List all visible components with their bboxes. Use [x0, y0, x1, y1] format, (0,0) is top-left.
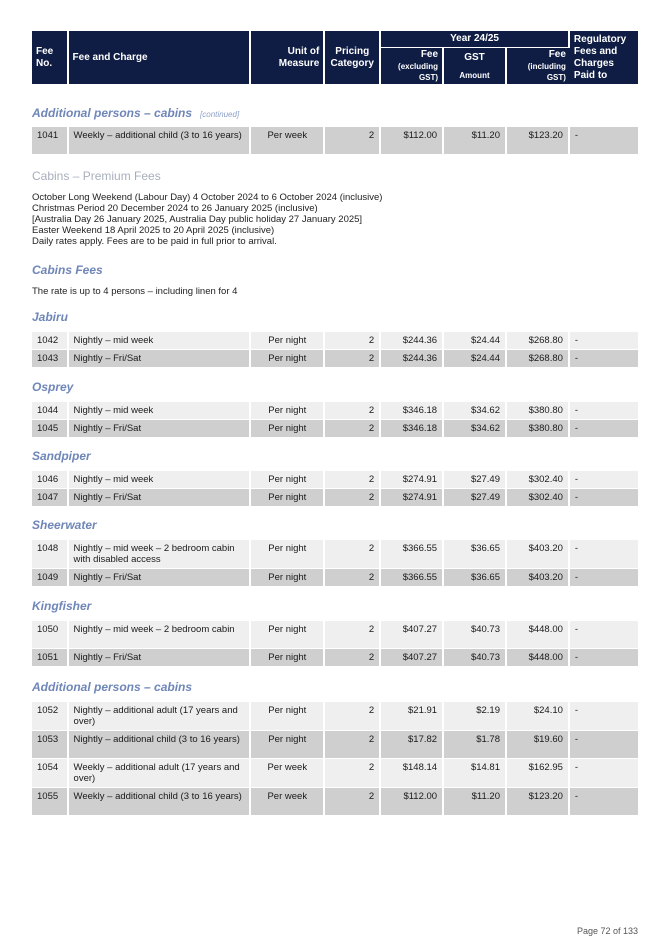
fee-description: Weekly – additional child (3 to 16 years): [69, 788, 252, 816]
header-fee-incl: [507, 48, 570, 84]
gst-amount: $11.20: [444, 127, 507, 155]
unit-of-measure: Per night: [251, 471, 325, 489]
fee-no: 1054: [32, 759, 69, 788]
pricing-category: 2: [325, 332, 381, 350]
premium-fees-text: [32, 192, 382, 247]
header-gst-label: GST: [464, 51, 485, 63]
fee-no: 1044: [32, 402, 69, 420]
header-year: Year 24/25: [381, 31, 570, 48]
regulatory-paid-to: -: [570, 350, 638, 368]
regulatory-paid-to: -: [570, 332, 638, 350]
unit-of-measure: Per night: [251, 569, 325, 587]
regulatory-paid-to: -: [570, 127, 638, 155]
fee-incl-gst: $448.00: [507, 649, 570, 667]
unit-of-measure: Per night: [251, 489, 325, 507]
table-additional-persons: [32, 702, 638, 816]
fee-incl-gst: $123.20: [507, 127, 570, 155]
table-kingfisher: [32, 621, 638, 667]
fee-excl-gst: $112.00: [381, 127, 444, 155]
fee-incl-gst: $302.40: [507, 471, 570, 489]
fee-excl-gst: $148.14: [381, 759, 444, 788]
pricing-category: 2: [325, 569, 381, 587]
continued-note: [continued]: [200, 110, 240, 119]
fee-incl-gst: $403.20: [507, 540, 570, 569]
section-kingfisher: Kingfisher: [32, 599, 92, 613]
pricing-category: 2: [325, 621, 381, 649]
header-fee-incl-sub: (including GST): [527, 62, 566, 82]
regulatory-paid-to: -: [570, 649, 638, 667]
header-gst-sub: Amount: [459, 70, 490, 80]
table-sheerwater: [32, 540, 638, 587]
fee-no: 1048: [32, 540, 69, 569]
header-pricing-category: Pricing Category: [325, 31, 381, 84]
header-gst: [444, 48, 507, 84]
regulatory-paid-to: -: [570, 402, 638, 420]
fee-excl-gst: $346.18: [381, 402, 444, 420]
fee-no: 1049: [32, 569, 69, 587]
page-number: Page 72 of 133: [576, 926, 638, 936]
section-sheerwater: Sheerwater: [32, 518, 97, 532]
pricing-category: 2: [325, 649, 381, 667]
fee-excl-gst: $366.55: [381, 540, 444, 569]
table-row: [32, 402, 638, 420]
fee-table-header: [32, 31, 638, 84]
fee-excl-gst: $407.27: [381, 649, 444, 667]
unit-of-measure: Per night: [251, 621, 325, 649]
fee-excl-gst: $244.36: [381, 350, 444, 368]
pricing-category: 2: [325, 420, 381, 438]
header-fee-excl: [381, 48, 444, 84]
fee-incl-gst: $268.80: [507, 332, 570, 350]
table-row: [32, 731, 638, 759]
gst-amount: $11.20: [444, 788, 507, 816]
regulatory-paid-to: -: [570, 540, 638, 569]
gst-amount: $36.65: [444, 540, 507, 569]
regulatory-paid-to: -: [570, 621, 638, 649]
section-jabiru: Jabiru: [32, 310, 69, 324]
gst-amount: $40.73: [444, 621, 507, 649]
gst-amount: $24.44: [444, 332, 507, 350]
table-row: [32, 489, 638, 507]
gst-amount: $27.49: [444, 471, 507, 489]
fee-no: 1045: [32, 420, 69, 438]
table-row: [32, 350, 638, 368]
gst-amount: $24.44: [444, 350, 507, 368]
table-row: [32, 649, 638, 667]
regulatory-paid-to: -: [570, 420, 638, 438]
gst-amount: $14.81: [444, 759, 507, 788]
fee-description: Nightly – mid week – 2 bedroom cabin with disabled access: [69, 540, 252, 569]
fee-description: Weekly – additional child (3 to 16 years): [69, 127, 252, 155]
fee-incl-gst: $162.95: [507, 759, 570, 788]
fee-incl-gst: $403.20: [507, 569, 570, 587]
unit-of-measure: Per night: [251, 649, 325, 667]
table-row: [32, 332, 638, 350]
unit-of-measure: Per night: [251, 420, 325, 438]
fee-incl-gst: $268.80: [507, 350, 570, 368]
fee-excl-gst: $112.00: [381, 788, 444, 816]
fee-description: Nightly – mid week – 2 bedroom cabin: [69, 621, 252, 649]
section-additional-persons: Additional persons – cabins: [32, 680, 193, 694]
gst-amount: $34.62: [444, 420, 507, 438]
section-sandpiper: Sandpiper: [32, 449, 91, 463]
premium-line: Christmas Period 20 December 2024 to 26 January 2025 (inclusive): [32, 203, 318, 214]
fee-no: 1043: [32, 350, 69, 368]
fee-incl-gst: $380.80: [507, 420, 570, 438]
pricing-category: 2: [325, 489, 381, 507]
regulatory-paid-to: -: [570, 471, 638, 489]
fee-excl-gst: $346.18: [381, 420, 444, 438]
unit-of-measure: Per week: [251, 759, 325, 788]
pricing-category: 2: [325, 731, 381, 759]
table-row: [32, 540, 638, 569]
gst-amount: $36.65: [444, 569, 507, 587]
pricing-category: 2: [325, 402, 381, 420]
table-row: [32, 621, 638, 649]
fee-excl-gst: $244.36: [381, 332, 444, 350]
unit-of-measure: Per night: [251, 731, 325, 759]
fee-incl-gst: $19.60: [507, 731, 570, 759]
fee-excl-gst: $366.55: [381, 569, 444, 587]
fee-description: Nightly – mid week: [69, 402, 252, 420]
header-fee-excl-label: Fee: [420, 49, 439, 60]
gst-amount: $1.78: [444, 731, 507, 759]
regulatory-paid-to: -: [570, 759, 638, 788]
fee-excl-gst: $21.91: [381, 702, 444, 731]
regulatory-paid-to: -: [570, 489, 638, 507]
fee-incl-gst: $24.10: [507, 702, 570, 731]
header-fee-no: Fee No.: [32, 31, 69, 84]
table-row: [32, 569, 638, 587]
table-row: [32, 471, 638, 489]
header-fee-incl-label: Fee: [548, 49, 566, 60]
unit-of-measure: Per week: [251, 127, 325, 155]
fee-no: 1055: [32, 788, 69, 816]
premium-line: [Australia Day 26 January 2025, Australia Day public holiday 27 January 2025]: [32, 214, 363, 225]
fee-no: 1053: [32, 731, 69, 759]
pricing-category: 2: [325, 759, 381, 788]
regulatory-paid-to: -: [570, 702, 638, 731]
fee-description: Nightly – additional adult (17 years and over): [69, 702, 252, 731]
section-additional-continued: [32, 106, 239, 120]
fee-no: 1046: [32, 471, 69, 489]
table-osprey: [32, 402, 638, 438]
fee-description: Nightly – mid week: [69, 471, 252, 489]
gst-amount: $2.19: [444, 702, 507, 731]
fee-incl-gst: $123.20: [507, 788, 570, 816]
fee-no: 1052: [32, 702, 69, 731]
premium-line: Easter Weekend 18 April 2025 to 20 April 2025 (inclusive): [32, 225, 275, 236]
unit-of-measure: Per night: [251, 332, 325, 350]
section-premium-fees: Cabins – Premium Fees: [32, 169, 161, 183]
pricing-category: 2: [325, 471, 381, 489]
regulatory-paid-to: -: [570, 788, 638, 816]
table-row: [32, 759, 638, 788]
premium-line: Daily rates apply. Fees are to be paid in full prior to arrival.: [32, 236, 277, 247]
fee-no: 1042: [32, 332, 69, 350]
table-row: [32, 420, 638, 438]
section-cabins-fees: Cabins Fees: [32, 263, 103, 277]
fee-incl-gst: $380.80: [507, 402, 570, 420]
regulatory-paid-to: -: [570, 569, 638, 587]
fee-description: Nightly – Fri/Sat: [69, 569, 252, 587]
pricing-category: 2: [325, 350, 381, 368]
fee-no: 1047: [32, 489, 69, 507]
unit-of-measure: Per night: [251, 540, 325, 569]
pricing-category: 2: [325, 788, 381, 816]
table-additional-continued: [32, 127, 638, 155]
table-sandpiper: [32, 471, 638, 507]
fee-description: Weekly – additional adult (17 years and over): [69, 759, 252, 788]
fee-no: 1041: [32, 127, 69, 155]
unit-of-measure: Per night: [251, 350, 325, 368]
fee-excl-gst: $274.91: [381, 471, 444, 489]
fee-incl-gst: $302.40: [507, 489, 570, 507]
pricing-category: 2: [325, 702, 381, 731]
fee-description: Nightly – Fri/Sat: [69, 350, 252, 368]
premium-line: October Long Weekend (Labour Day) 4 October 2024 to 6 October 2024 (inclusive): [32, 192, 383, 203]
fee-description: Nightly – Fri/Sat: [69, 489, 252, 507]
cabins-fees-text: The rate is up to 4 persons – including linen for 4: [32, 286, 238, 297]
fee-description: Nightly – mid week: [69, 332, 252, 350]
header-fee-excl-sub: (excluding GST): [398, 62, 439, 82]
section-additional-continued-title: Additional persons – cabins: [32, 106, 193, 120]
fee-excl-gst: $17.82: [381, 731, 444, 759]
gst-amount: $40.73: [444, 649, 507, 667]
table-row: [32, 702, 638, 731]
table-jabiru: [32, 332, 638, 368]
header-unit-of-measure: Unit of Measure: [251, 31, 325, 84]
fee-description: Nightly – additional child (3 to 16 years): [69, 731, 252, 759]
fee-excl-gst: $274.91: [381, 489, 444, 507]
unit-of-measure: Per week: [251, 788, 325, 816]
header-fee-and-charge: Fee and Charge: [69, 31, 252, 84]
fee-description: Nightly – Fri/Sat: [69, 420, 252, 438]
fee-excl-gst: $407.27: [381, 621, 444, 649]
fee-incl-gst: $448.00: [507, 621, 570, 649]
table-row: [32, 127, 638, 155]
gst-amount: $27.49: [444, 489, 507, 507]
unit-of-measure: Per night: [251, 702, 325, 731]
unit-of-measure: Per night: [251, 402, 325, 420]
fee-no: 1051: [32, 649, 69, 667]
fee-description: Nightly – Fri/Sat: [69, 649, 252, 667]
section-osprey: Osprey: [32, 380, 74, 394]
pricing-category: 2: [325, 127, 381, 155]
fee-no: 1050: [32, 621, 69, 649]
pricing-category: 2: [325, 540, 381, 569]
regulatory-paid-to: -: [570, 731, 638, 759]
gst-amount: $34.62: [444, 402, 507, 420]
table-row: [32, 788, 638, 816]
header-regulatory: Regulatory Fees and Charges Paid to: [570, 31, 638, 84]
